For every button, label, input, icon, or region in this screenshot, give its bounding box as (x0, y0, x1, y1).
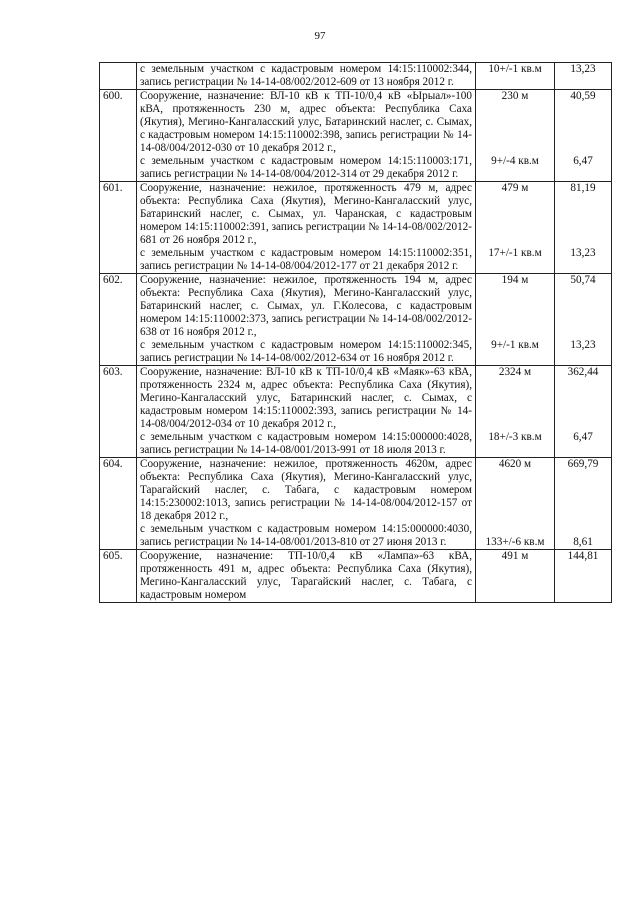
cost-value: 50,74 (570, 274, 596, 286)
description-paragraph: Сооружение, назначение: ВЛ-10 кВ к ТП-10/0,4 кВ «Маяк»-63 кВА, протяженность 2324 м, адрес объекта: Республика Саха (Якутия), Мегино-Кангаласский улус, Батаринский наслег, с. Сымах, с кадастровым номером 14:15:110002:393, запись регистрации № 14-14-08/004/2012-034 от 10 декабря 2012 г., (140, 366, 472, 430)
cost-value: 6,47 (573, 155, 593, 167)
row-value (555, 274, 612, 366)
description-paragraph: с земельным участком с кадастровым номером 14:15:110003:171, запись регистрации № 14-14-08/004/2012-314 от 29 декабря 2012 г. (140, 155, 472, 180)
description-paragraph: с земельным участком с кадастровым номером 14:15:110002:344, запись регистрации № 14-14-08/002/2012-609 от 13 ноября 2012 г. (140, 63, 472, 88)
description-paragraph: Сооружение, назначение: нежилое, протяженность 194 м, адрес объекта: Республика Саха (Якутия), Мегино-Кангаласский улус, Батаринский наслег, с. Сымах, ул. Г.Колесова, с кадастровым номером 14:15:110002:373, запись регистрации № 14-14-08/002/2012-638 от 16 ноября 2012 г., (140, 274, 472, 338)
description-paragraph: с земельным участком с кадастровым номером 14:15:000000:4028, запись регистрации № 14-14-08/001/2013-991 от 18 июля 2013 г. (140, 431, 472, 456)
row-area (476, 550, 555, 603)
row-description (137, 550, 476, 603)
cost-value: 13,23 (570, 63, 596, 75)
area-value: 10+/-1 кв.м (488, 63, 542, 75)
row-area (476, 458, 555, 550)
table-row (100, 366, 612, 458)
description-paragraph: Сооружение, назначение: нежилое, протяженность 479 м, адрес объекта: Республика Саха (Якутия), Мегино-Кангаласский улус, Батаринский наслег, с. Сымах, ул. Чаранская, с кадастровым номером 14:15:110002:391, запись регистрации № 14-14-08/002/2012-681 от 26 ноября 2012 г., (140, 182, 472, 246)
row-description (137, 90, 476, 182)
row-area (476, 366, 555, 458)
row-description (137, 182, 476, 274)
description-paragraph: с земельным участком с кадастровым номером 14:15:110002:345, запись регистрации № 14-14-08/002/2012-634 от 16 ноября 2012 г. (140, 339, 472, 364)
row-value (555, 550, 612, 603)
row-area (476, 274, 555, 366)
area-value: 9+/-4 кв.м (491, 155, 539, 167)
cost-value: 362,44 (567, 366, 599, 378)
area-value: 230 м (501, 90, 529, 102)
row-number: 600. (100, 90, 137, 182)
table-row (100, 458, 612, 550)
row-number: 602. (100, 274, 137, 366)
row-description (137, 458, 476, 550)
area-value: 194 м (501, 274, 529, 286)
row-description (137, 274, 476, 366)
cost-value: 6,47 (573, 431, 593, 443)
page-number: 97 (314, 30, 326, 42)
row-value (555, 182, 612, 274)
registry-table (99, 62, 612, 603)
cost-value: 81,19 (570, 182, 596, 194)
table-row (100, 274, 612, 366)
table-row (100, 90, 612, 182)
cost-value: 13,23 (570, 339, 596, 351)
table-row (100, 550, 612, 603)
row-description (137, 366, 476, 458)
area-value: 17+/-1 кв.м (488, 247, 542, 259)
row-value (555, 63, 612, 90)
cost-value: 40,59 (570, 90, 596, 102)
row-number (100, 63, 137, 90)
row-value (555, 458, 612, 550)
area-value: 2324 м (498, 366, 532, 378)
cost-value: 13,23 (570, 247, 596, 259)
row-description (137, 63, 476, 90)
row-value (555, 90, 612, 182)
cost-value: 144,81 (567, 550, 599, 562)
area-value: 133+/-6 кв.м (485, 536, 545, 548)
cost-value: 8,61 (573, 536, 593, 548)
row-area (476, 182, 555, 274)
row-number: 604. (100, 458, 137, 550)
area-value: 4620 м (498, 458, 532, 470)
description-paragraph: Сооружение, назначение: нежилое, протяженность 4620м, адрес объекта: Республика Саха (Якутия), Мегино-Кангаласский улус, Тарагайский наслег, с. Табага, с кадастровым номером 14:15:230002:1013, запись регистрации № 14-14-08/004/2012-157 от 18 декабря 2012 г., (140, 458, 472, 522)
description-paragraph: Сооружение, назначение: ВЛ-10 кВ к ТП-10/0,4 кВ «Ырыал»-100 кВА, протяженность 230 м, адрес объекта: Республика Саха (Якутия), Мегино-Кангаласский улус, Батаринский наслег, с. Сымах, с кадастровым номером 14:15:110002:398, запись регистрации № 14-14-08/004/2012-030 от 10 декабря 2012 г., (140, 90, 472, 154)
row-number: 605. (100, 550, 137, 603)
row-number: 601. (100, 182, 137, 274)
area-value: 18+/-3 кв.м (488, 431, 542, 443)
area-value: 9+/-1 кв.м (491, 339, 539, 351)
table-row (100, 63, 612, 90)
table-row (100, 182, 612, 274)
description-paragraph: с земельным участком с кадастровым номером 14:15:000000:4030, запись регистрации № 14-14-08/001/2013-810 от 27 июня 2013 г. (140, 523, 472, 548)
description-paragraph: с земельным участком с кадастровым номером 14:15:110002:351, запись регистрации № 14-14-08/004/2012-177 от 21 декабря 2012 г. (140, 247, 472, 272)
cost-value: 669,79 (567, 458, 599, 470)
row-area (476, 63, 555, 90)
row-number: 603. (100, 366, 137, 458)
area-value: 479 м (501, 182, 529, 194)
area-value: 491 м (501, 550, 529, 562)
row-value (555, 366, 612, 458)
row-area (476, 90, 555, 182)
description-paragraph: Сооружение, назначение: ТП-10/0,4 кВ «Лампа»-63 кВА, протяженность 491 м, адрес объекта: Республика Саха (Якутия), Мегино-Кангаласский улус, Тарагайский наслег, с. Табага, с кадастровым номером (140, 550, 472, 601)
